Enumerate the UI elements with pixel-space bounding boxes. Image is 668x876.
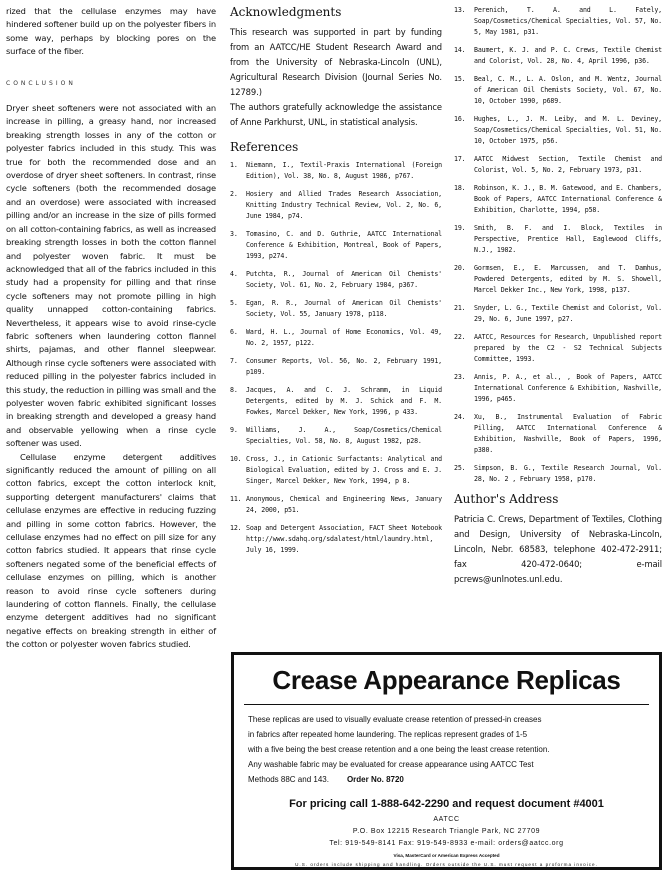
acknowledgments-paragraph-1: This research was supported in part by funding from an AATCC/HE Student Research Award and from the University of Nebraska-Lincoln (UNL), Agricultural Research Division (Journal Series No. 12789.) (230, 27, 442, 97)
ad-shipping-note: U.S. orders include shipping and handling. Orders outside the U.S. must request a proforma invoice. (295, 862, 598, 867)
conclusion-heading: CONCLUSION (6, 79, 76, 87)
conclusion-paragraph-1: Dryer sheet softeners were not associated with an increase in pilling, a greasy hand, nor increased breaking strength losses in any of the cotton or polyester fabrics included in this study. This was true for both the recommended dose and an overdose of dryer sheet softeners. In contrast, rinse cycle softeners (both the recommended dosage and an overdose) were associated with increased pilling and/or an increase in the size of pills formed on all cotton-containing fabrics, as well as increased breaking strength losses in both the cotton flannel and polyester woven fabric. It must be acknowledged that all of the fabrics included in this study had a propensity for pilling and that rinse cycle softeners may not promote pilling in high quality unnapped cotton-containing fabrics. Nevertheless, it appears wise to avoid rinse-cycle fabric softeners when laundering cotton flannel shirts, pajamas, and other flannel sleepwear. Although rinse cycle softeners were associated with reduced pilling in the polyester fabrics included in this study, the reduction in pilling was small and the polyester woven fabric exhibited significant losses in breaking strength and developed a greasy hand and observable yellowing when a rinse cycle softener was used. (6, 103, 216, 449)
references-list-right (454, 5, 662, 485)
acknowledgments-text (230, 25, 442, 130)
reference-item: 17. AATCC Midwest Section, Textile Chemist and Colorist, Vol. 5, No. 2, February 1973, p31. (454, 155, 662, 174)
reference-item: 23. Annis, P. A., et al., , Book of Papers, AATCC International Conference & Exhibition, Nashville, 1996, p465. (454, 373, 662, 403)
ad-title: Crease Appearance Replicas (272, 665, 621, 695)
acknowledgments-paragraph-2: The authors gratefully acknowledge the assistance of Anne Parkhurst, UNL, in statistical analysis. (230, 102, 442, 127)
ad-line: These replicas are used to visually evaluate crease retention of pressed-in creases (248, 715, 542, 724)
reference-item: 10. Cross, J., in Cationic Surfactants: Analytical and Biological Evaluation, edited by J. Cross and E. J. Singer, Marcel Dekker, New York, 1994, p 8. (230, 455, 442, 485)
reference-item: 25. Simpson, B. G., Textile Research Journal, Vol. 28, No. 2 , February 1958, p170. (454, 464, 662, 483)
reference-item: 6. Ward, H. L., Journal of Home Economics, Vol. 49, No. 2, 1957, p122. (230, 328, 442, 347)
ad-line: Any washable fabric may be evaluated for crease appearance using AATCC Test (248, 760, 534, 769)
reference-item: 20. Gormsen, E., E. Marcussen, and T. Damhus, Powdered Detergents, edited by M. S. Showell, Marcel Dekker Inc., New York, 1998, p137. (454, 264, 662, 294)
reference-item: 3. Tomasino, C. and D. Guthrie, AATCC International Conference & Exhibition, Montreal, Book of Papers, 1993, p274. (230, 230, 442, 260)
intro-paragraph: rized that the cellulase enzymes may have hindered softener build up on the polyester fibers in some way, perhaps by blocking pores on the surface of the fiber. (6, 6, 216, 57)
reference-item: 15. Beal, C. M., L. A. Oslon, and M. Wentz, Journal of American Oil Chemists Society, Vol. 67, No. 10, October 1990, p689. (454, 75, 662, 105)
ad-pricing: For pricing call 1-888-642-2290 and request document #4001 (289, 798, 604, 810)
author-address-text: Patricia C. Crews, Department of Textiles, Clothing and Design, University of Nebraska-Lincoln, Lincoln, Nebr. 68583, telephone 402-472-2911; fax 420-472-0640; e-mail pcrews@unlnotes.unl.edu. (454, 514, 662, 584)
references-list-mid (230, 160, 442, 556)
author-address-heading: Author's Address (454, 492, 559, 506)
reference-item: 22. AATCC, Resources for Research, Unpublished report prepared by the C2 - S2 Technical Subjects Committee, 1993. (454, 333, 662, 363)
ad-line: Methods 88C and 143. Order No. 8720 (248, 775, 404, 784)
left-column (6, 5, 216, 652)
ad-description (244, 712, 649, 787)
reference-item: 7. Consumer Reports, Vol. 56, No. 2, February 1991, p109. (230, 357, 442, 376)
right-column (454, 5, 662, 587)
crease-replicas-ad (231, 652, 662, 870)
reference-item: 1. Niemann, I., Textil-Praxis International (Foreign Edition), Vol. 38, No. 8, August 1986, p767. (230, 161, 442, 180)
reference-item: 24. Xu, B., Instrumental Evaluation of Fabric Pilling, AATCC International Conference & Exhibition, Nashville, Book of Papers, 1996, p380. (454, 413, 662, 454)
reference-item: 4. Putchta, R., Journal of American Oil Chemists' Society, Vol. 61, No. 2, February 1984, p367. (230, 270, 442, 289)
ad-org: AATCC (433, 816, 460, 823)
middle-column (230, 5, 442, 563)
reference-item: 12. Soap and Detergent Association, FACT Sheet Notebook http://www.sdahq.org/sdalatest/html/laundry.html, July 16, 1999. (230, 524, 442, 554)
reference-item: 11. Anonymous, Chemical and Engineering News, January 24, 2000, p51. (230, 495, 442, 514)
reference-item: 14. Baumert, K. J. and P. C. Crews, Textile Chemist and Colorist, Vol. 28, No. 4, April 1996, p36. (454, 46, 662, 65)
references-heading: References (230, 140, 299, 154)
ad-address: P.O. Box 12215 Research Triangle Park, NC 27709 (352, 828, 541, 835)
reference-item: 2. Hosiery and Allied Trades Research Association, Knitting Industry Technical Review, Vol. 2, No. 6, June 1984, p74. (230, 190, 442, 220)
reference-item: 8. Jacques, A. and C. J. Schramm, in Liquid Detergents, edited by M. J. Schick and F. M. Fowkes, Marcel Dekker, New York, 1996, p 433. (230, 386, 442, 416)
ad-contact (244, 814, 649, 850)
ad-order-number: Order No. 8720 (346, 775, 404, 784)
reference-item: 16. Hughes, L., J. M. Leiby, and M. L. Deviney, Soap/Cosmetics/Chemical Specialties, Vol. 51, No. 10, October 1975, p56. (454, 115, 662, 145)
reference-item: 19. Smith, B. F. and I. Block, Textiles in Perspective, Prentice Hall, Eaglewood Cliffs, N.J., 1982. (454, 224, 662, 254)
ad-line: with a five being the best crease retention and a one being the least crease retention. (248, 745, 550, 754)
reference-item: 9. Williams, J. A., Soap/Cosmetics/Chemical Specialties, Vol. 58, No. 8, August 1982, p28. (230, 426, 442, 445)
conclusion-paragraph-2: Cellulase enzyme detergent additives significantly reduced the amount of pilling on all cotton fabrics, except the cotton interlock knit, supporting detergent manufacturers' claims that cellulase enzymes are effective in reducing fuzzing and pilling in some cotton fabrics. However, the cellulase enzymes had no effect on pill size for any cotton fabrics studied. It appears that rinse cycle softeners negated some of the beneficial effects of cellulase enzymes on pilling, which is another reason to avoid rinse cycle softeners during laundering of cotton flannels. Finally, the cellulase enzyme detergent additives had no significant negative effects on breaking strength in either of the cotton or polyester woven fabrics studied. (6, 451, 216, 650)
ad-divider (244, 704, 649, 705)
reference-item: 21. Snyder, L. G., Textile Chemist and Colorist, Vol. 29, No. 6, June 1997, p27. (454, 304, 662, 323)
ad-phone-fax-email: Tel: 919-549-8141 Fax: 919-549-8933 e-mail: orders@aatcc.org (329, 840, 564, 847)
acknowledgments-heading: Acknowledgments (230, 5, 342, 19)
ad-cards-accepted: Visa, MasterCard or American Express Accepted (393, 853, 500, 858)
reference-item: 5. Egan, R. R., Journal of American Oil Chemists' Society, Vol. 55, January 1978, p118. (230, 299, 442, 318)
reference-item: 18. Robinson, K. J., B. M. Gatewood, and E. Chambers, Book of Papers, AATCC International Conference & Exhibition, Charlotte, 1994, p58. (454, 184, 662, 214)
reference-item: 13. Perenich, T. A. and L. Fately, Soap/Cosmetics/Chemical Specialties, Vol. 57, No. 5, May 1981, p31. (454, 6, 662, 36)
ad-line: in fabrics after repeated home laundering. The replicas represent grades of 1-5 (248, 730, 528, 739)
